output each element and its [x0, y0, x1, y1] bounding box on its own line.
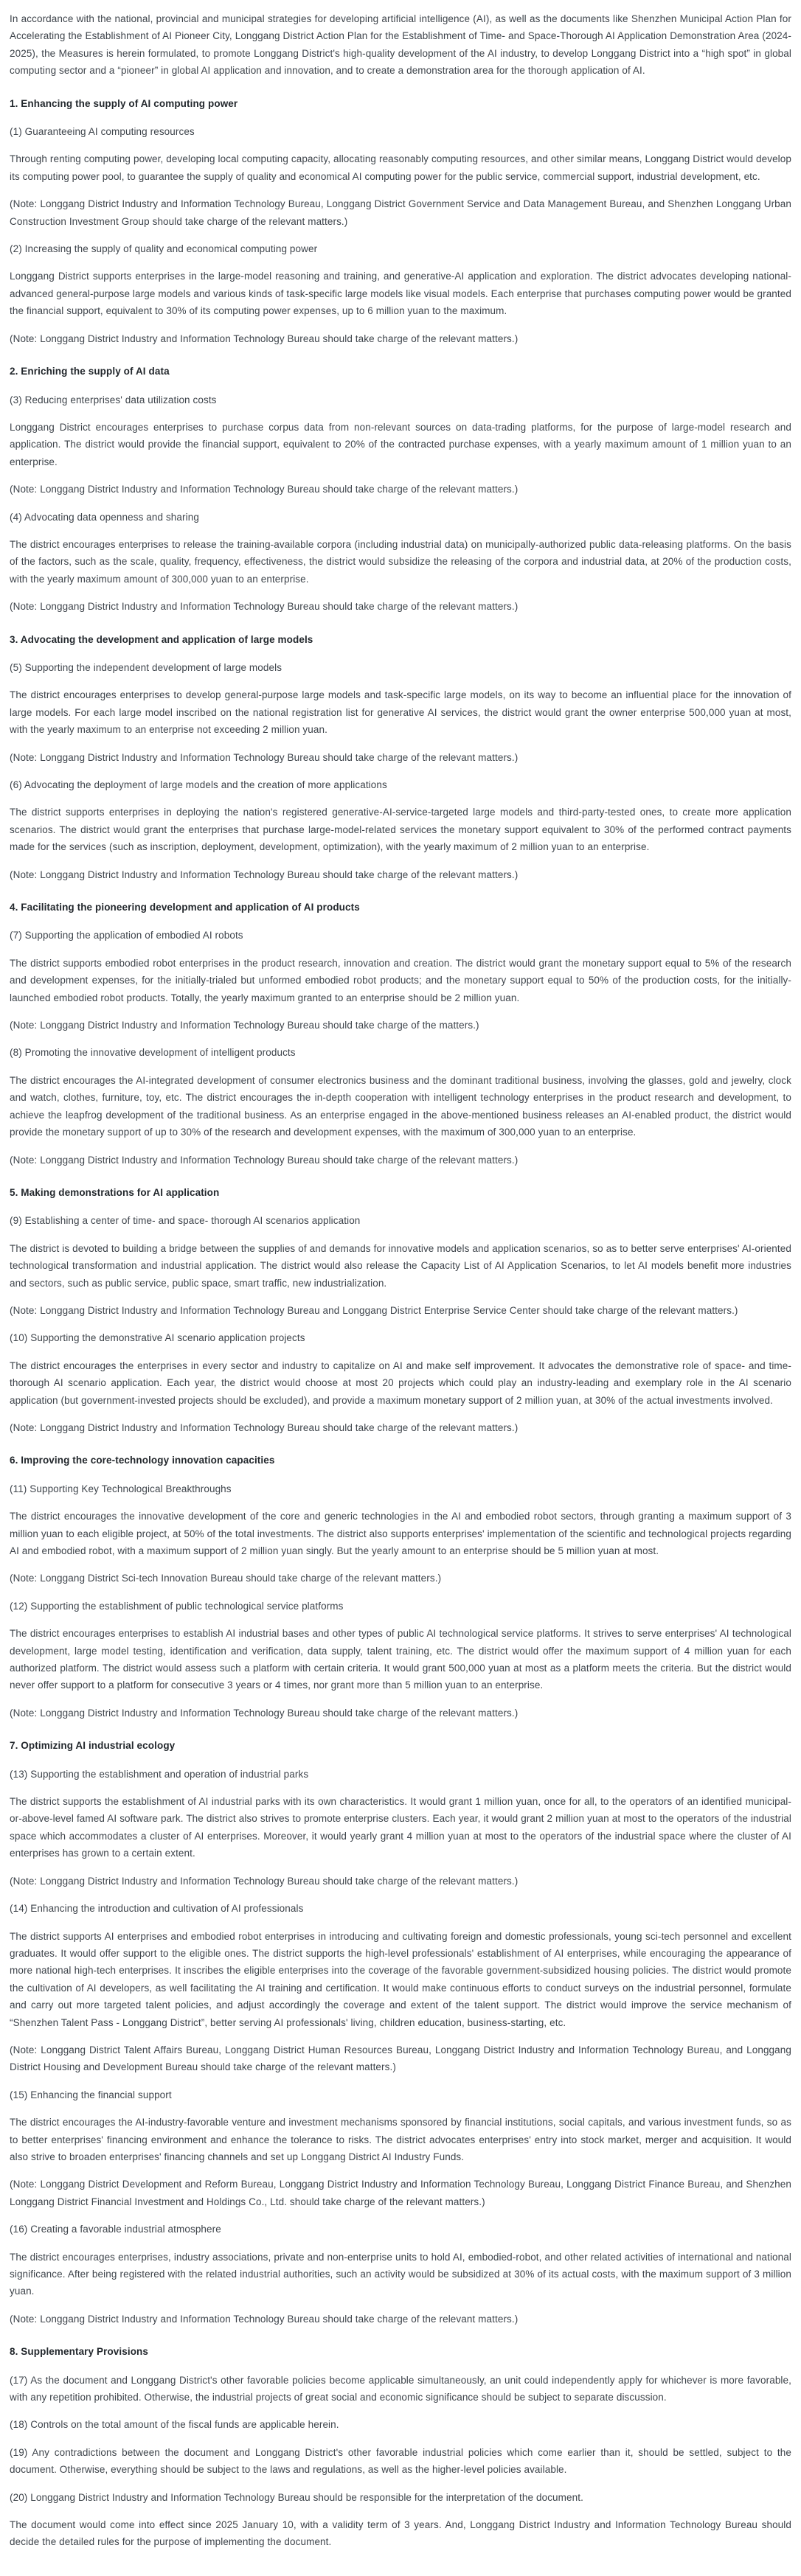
paragraph: (19) Any contradictions between the document and Longgang District's other favorable industrial policies which come earlier than it, should be settled, subject to the document. Otherwise, everything should be subject to the laws and regulations, as well as the higher-level policies available.	[10, 2446, 791, 2476]
paragraph: (18) Controls on the total amount of the fiscal funds are applicable herein.	[10, 2419, 339, 2431]
paragraph: (9) Establishing a center of time- and space- thorough AI scenarios application	[10, 1215, 361, 1227]
paragraph: (15) Enhancing the financial support	[10, 2089, 172, 2100]
note-paragraph: (Note: Longgang District Industry and Information Technology Bureau, Longgang District Government Service and Data Management Bureau, and Shenzhen Longgang Urban Construction Investment Group should take charge of the relevant matters.)	[10, 198, 791, 227]
section-heading: 2. Enriching the supply of AI data	[10, 366, 170, 377]
paragraph: The district supports enterprises in deploying the nation's registered generative-AI-service-targeted large models and third-party-tested ones, to create more application scenarios. The district would grant the enterprises that purchase large-model-related services the monetary support equivalent to 30% of the performed contract payments made for the services (such as inscription, deployment, development, optimization), with the yearly maximum of 2 million yuan to an enterprise.	[10, 807, 791, 853]
section-heading: 8. Supplementary Provisions	[10, 2346, 149, 2358]
paragraph: Through renting computing power, developing local computing capacity, allocating reasonably computing resources, and other similar means, Longgang District would develop its computing power pool, to guarantee the supply of quality and economical AI computing power for the public service, commercial support, industrial development, etc.	[10, 153, 791, 182]
section-heading: 1. Enhancing the supply of AI computing power	[10, 97, 238, 109]
paragraph: The district encourages the enterprises in every sector and industry to capitalize on AI and make self improvement. It advocates the demonstrative role of space- and time-thorough AI scenario application. Each year, the district would choose at most 20 projects which could play an industry-leading and exemplary role in the AI scenario application (but government-invested projects should be excluded), and provide a maximum monetary support of 2 million yuan, at 30% of the actual investments involved.	[10, 1360, 791, 1406]
paragraph: The district supports embodied robot enterprises in the product research, innovation and creation. The district would grant the monetary support equal to 5% of the research and development expenses, for the initially-trialed but unformed embodied robot products; and the monetary support equal to 50% of the production costs, for the initially-launched embodied robot products. Totally, the yearly maximum granted to an enterprise should be 2 million yuan.	[10, 957, 791, 1003]
paragraph: The district encourages enterprises to release the training-available corpora (including industrial data) on municipally-authorized public data-releasing platforms. On the basis of the factors, such as the scale, quality, frequency, effectiveness, the district would subsidize the releasing of the corpora and industrial data, at 20% of the production costs, with the yearly maximum amount of 300,000 yuan to an enterprise.	[10, 538, 791, 585]
paragraph: (14) Enhancing the introduction and cultivation of AI professionals	[10, 1903, 304, 1915]
paragraph: (8) Promoting the innovative development of intelligent products	[10, 1047, 296, 1059]
paragraph: The district encourages the AI-integrated development of consumer electronics business and the dominant traditional business, involving the glasses, gold and jewelry, clock and watch, clothes, furniture, toy, etc. The district encourages the in-depth cooperation with intelligent technology enterprises in the product research and development, to achieve the leapfrog development of the traditional business. As an enterprise engaged in the above-mentioned business releases an AI-enabled product, the district would provide the monetary support of up to 30% of the research and development expenses, with the maximum of 300,000 yuan to an enterprise.	[10, 1074, 791, 1138]
note-paragraph: (Note: Longgang District Industry and Information Technology Bureau should take charge of the relevant matters.)	[10, 601, 519, 613]
paragraph: (20) Longgang District Industry and Information Technology Bureau should be responsible for the interpretation of the document.	[10, 2491, 583, 2503]
note-paragraph: (Note: Longgang District Industry and Information Technology Bureau should take charge of the relevant matters.)	[10, 751, 519, 763]
paragraph: In accordance with the national, provincial and municipal strategies for developing artificial intelligence (AI), as well as the documents like Shenzhen Municipal Action Plan for Accelerating the Establishment of AI Pioneer City, Longgang District Action Plan for the Establishment of Time- and Space-Thorough AI Application Demonstration Area (2024-2025), the Measures is herein formulated, to promote Longgang District's high-quality development of the AI industry, to develop Longgang District into a “high spot” in global computing sector and a “pioneer” in global AI application and innovation, and to create a demonstration area for the thorough application of AI.	[10, 13, 791, 77]
section-heading: 5. Making demonstrations for AI application	[10, 1186, 220, 1198]
paragraph: (1) Guaranteeing AI computing resources	[10, 126, 195, 138]
note-paragraph: (Note: Longgang District Industry and Information Technology Bureau should take charge of the matters.)	[10, 1020, 479, 1031]
paragraph: (6) Advocating the deployment of large models and the creation of more applications	[10, 779, 387, 790]
section-heading: 3. Advocating the development and application of large models	[10, 633, 313, 645]
paragraph: (17) As the document and Longgang District's other favorable policies become applicable simultaneously, an unit could independently apply for whichever is more favorable, with any repetition prohibited. Otherwise, the industrial projects of great social and economic significance should be subject to separate discussion.	[10, 2374, 791, 2403]
paragraph: Longgang District supports enterprises in the large-model reasoning and training, and generative-AI application and exploration. The district advocates developing national-advanced general-purpose large models and various kinds of task-specific large models like visual models. Each enterprise that purchases computing power would be granted the financial support, equivalent to 30% of its computing power expenses, up to 6 million yuan to the maximum.	[10, 271, 791, 317]
paragraph: (16) Creating a favorable industrial atmosphere	[10, 2224, 221, 2235]
paragraph: (7) Supporting the application of embodied AI robots	[10, 930, 243, 941]
note-paragraph: (Note: Longgang District Industry and Information Technology Bureau should take charge of the relevant matters.)	[10, 1154, 519, 1166]
paragraph: The district encourages enterprises to develop general-purpose large models and task-specific large models, on its way to become an influential place for the innovation of large models. For each large model inscribed on the national registration list for generative AI services, the district would grant the owner enterprise 500,000 yuan at most, with the yearly maximum to an enterprise not exceeding 2 million yuan.	[10, 689, 791, 736]
paragraph: (2) Increasing the supply of quality and economical computing power	[10, 243, 318, 255]
paragraph: The district encourages enterprises, industry associations, private and non-enterprise units to hold AI, embodied-robot, and other related activities of international and national significance. After being registered with the related industrial authorities, such an activity would be subsidized at 30% of its actual costs, with the maximum support of 3 million yuan.	[10, 2251, 791, 2297]
section-heading: 4. Facilitating the pioneering development and application of AI products	[10, 902, 360, 913]
note-paragraph: (Note: Longgang District Industry and Information Technology Bureau and Longgang District Enterprise Service Center should take charge of the relevant matters.)	[10, 1304, 738, 1316]
note-paragraph: (Note: Longgang District Industry and Information Technology Bureau should take charge of the relevant matters.)	[10, 484, 519, 495]
note-paragraph: (Note: Longgang District Industry and Information Technology Bureau should take charge of the relevant matters.)	[10, 1875, 519, 1887]
paragraph: The district encourages the AI-industry-favorable venture and investment mechanisms sponsored by financial institutions, social capitals, and various investment funds, so as to better enterprises' financing environment and enhance the tolerance to risks. The district advocates enterprises' entry into stock market, merger and acquisition. It would also strive to broaden enterprises' financing channels and set up Longgang District AI Industry Funds.	[10, 2117, 791, 2162]
note-paragraph: (Note: Longgang District Development and Reform Bureau, Longgang District Industry and Information Technology Bureau, Longgang District Finance Bureau, and Shenzhen Longgang District Financial Investment and Holdings Co., Ltd. should take charge of the relevant matters.)	[10, 2179, 791, 2207]
paragraph: (4) Advocating data openness and sharing	[10, 511, 199, 523]
paragraph: Longgang District encourages enterprises to purchase corpus data from non-relevant sources on data-trading platforms, for the purpose of large-model research and application. The district would provide the financial support, equivalent to 20% of the contracted purchase expenses, with a yearly maximum amount of 1 million yuan to an enterprise.	[10, 421, 791, 467]
note-paragraph: (Note: Longgang District Industry and Information Technology Bureau should take charge of the relevant matters.)	[10, 333, 519, 344]
note-paragraph: (Note: Longgang District Industry and Information Technology Bureau should take charge of the relevant matters.)	[10, 2313, 519, 2325]
paragraph: The district supports AI enterprises and embodied robot enterprises in introducing and cultivating foreign and domestic professionals, young sci-tech personnel and excellent graduates. It would offer support to the eligible ones. The district supports the high-level professionals' establishment of AI enterprises, while encouraging the appearance of more national high-tech enterprises. It inscribes the eligible enterprises into the coverage of the favorable government-subsidized housing policies. The district would promote the cultivation of AI developers, as well facilitating the AI training and certification. It would make continuous efforts to conduct surveys on the industrial personnel, formulate and carry out more targeted talent policies, and adjust accordingly the coverage and extent of the talent support. The district would improve the service mechanism of “Shenzhen Talent Pass - Longgang District”, better serving AI professionals' living, children education, business-starting, etc.	[10, 1930, 791, 2028]
paragraph: (5) Supporting the independent development of large models	[10, 661, 282, 673]
paragraph: The district is devoted to building a bridge between the supplies of and demands for innovative models and application scenarios, so as to better serve enterprises' AI-oriented technological transformation and industrial application. The district would also release the Capacity List of AI Application Scenarios, to let AI models benefit more industries and sectors, such as public service, public space, smart traffic, new industrialization.	[10, 1242, 791, 1289]
paragraph: The district encourages enterprises to establish AI industrial bases and other types of public AI technological service platforms. It strives to serve enterprises' AI technological development, large model testing, identification and verification, data supply, talent training, etc. The district would offer the maximum support of 4 million yuan for each authorized platform. The district would assess such a platform with certain criteria. It would grant 500,000 yuan at most as a platform meets the criteria. But the district would never offer support to a platform for consecutive 3 years or 4 times, nor grant more than 5 million yuan to an enterprise.	[10, 1628, 791, 1691]
section-heading: 7. Optimizing AI industrial ecology	[10, 1740, 176, 1752]
paragraph: (12) Supporting the establishment of public technological service platforms	[10, 1600, 344, 1612]
paragraph: (10) Supporting the demonstrative AI scenario application projects	[10, 1332, 305, 1344]
paragraph: The district encourages the innovative development of the core and generic technologies in the AI and embodied robot sectors, through granting a maximum support of 3 million yuan to each eligible project, at 50% of the total investments. The district also supports enterprises' implementation of the scientific and technological projects regarding AI and embodied robot, with a maximum support of 2 million yuan singly. But the yearly amount to an enterprise should be 5 million yuan at most.	[10, 1511, 791, 1556]
section-heading: 6. Improving the core-technology innovation capacities	[10, 1455, 275, 1466]
paragraph: The document would come into effect since 2025 January 10, with a validity term of 3 years. And, Longgang District Industry and Information Technology Bureau should decide the detailed rules for the purpose of implementing the document.	[10, 2519, 791, 2548]
note-paragraph: (Note: Longgang District Industry and Information Technology Bureau should take charge of the relevant matters.)	[10, 1421, 519, 1433]
note-paragraph: (Note: Longgang District Talent Affairs Bureau, Longgang District Human Resources Bureau, Longgang District Industry and Information Technology Bureau, and Longgang District Housing and Development Bureau should take charge of the relevant matters.)	[10, 2044, 791, 2073]
note-paragraph: (Note: Longgang District Industry and Information Technology Bureau should take charge of the relevant matters.)	[10, 1707, 519, 1719]
note-paragraph: (Note: Longgang District Industry and Information Technology Bureau should take charge of the relevant matters.)	[10, 868, 519, 880]
note-paragraph: (Note: Longgang District Sci-tech Innovation Bureau should take charge of the relevant matters.)	[10, 1573, 442, 1584]
paragraph: (3) Reducing enterprises' data utilization costs	[10, 394, 217, 405]
paragraph: (11) Supporting Key Technological Breakthroughs	[10, 1483, 232, 1494]
paragraph: The district supports the establishment of AI industrial parks with its own characteristics. It would grant 1 million yuan, once for all, to the operators of an identified municipal-or-above-level famed AI software park. The district also strives to promote enterprise clusters. Each year, it would grant 2 million yuan at most to the operators of the industrial space which accommodates a cluster of AI enterprises. Moreover, it would yearly grant 4 million yuan at most to the operators of the industrial space where the cluster of AI enterprises has grown to a certain extent.	[10, 1796, 791, 1859]
paragraph: (13) Supporting the establishment and operation of industrial parks	[10, 1768, 309, 1780]
